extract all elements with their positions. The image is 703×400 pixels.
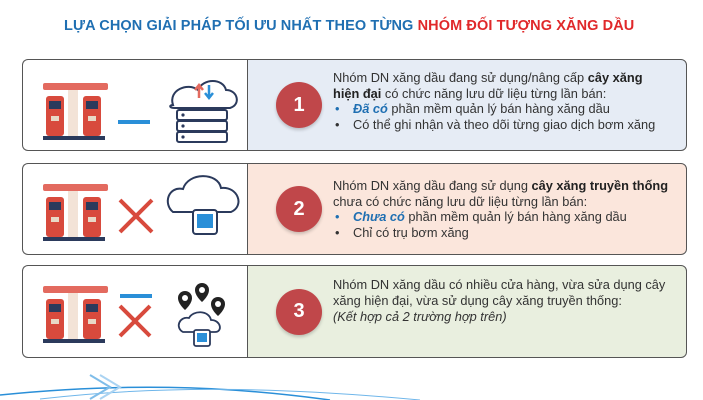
row-1-line1-b: cây xăng xyxy=(587,70,643,85)
row-1-illustration xyxy=(22,59,247,151)
cloud-server-icon xyxy=(170,81,237,142)
row-2-bullet1-b: phần mềm quản lý bán hàng xăng dầu xyxy=(404,209,627,224)
dash-icon xyxy=(120,294,152,298)
bullet-icon: • xyxy=(335,224,340,240)
row-1-bullet1-b: phần mềm quản lý bán hàng xăng dầu xyxy=(387,101,610,116)
row-2-text xyxy=(333,178,676,240)
row-3-text xyxy=(333,277,676,325)
row-2-description xyxy=(247,163,687,255)
row-1-description xyxy=(247,59,687,151)
gas-station-icon xyxy=(43,184,108,241)
cloud-tablet-icon xyxy=(168,176,239,234)
decorative-footer-lines xyxy=(0,355,703,400)
row-3-icons xyxy=(23,266,248,359)
gas-station-icon xyxy=(43,286,108,343)
bullet-icon: • xyxy=(335,101,340,116)
row-1-line2-b: có chức năng lưu dữ liệu từng lần bán: xyxy=(381,85,607,101)
locations-cloud-icon xyxy=(178,283,225,346)
bullet-icon: • xyxy=(335,116,340,132)
row-1-icons xyxy=(23,60,248,152)
row-3-line3: (Kết hợp cả 2 trường hợp trên) xyxy=(333,309,507,324)
row-1-text xyxy=(333,70,676,132)
row-3-description xyxy=(247,265,687,358)
row-1-bullet1-a: Đã có xyxy=(353,101,388,116)
row-2-bullet1-a: Chưa có xyxy=(353,209,405,224)
row-2-bullet2: Chỉ có trụ bơm xăng xyxy=(353,224,469,240)
bullet-icon: • xyxy=(335,209,340,224)
cross-icon xyxy=(120,306,150,336)
row-2-line2: chưa có chức năng lưu dữ liệu từng lần bán: xyxy=(333,193,588,209)
row-3-illustration xyxy=(22,265,247,358)
gas-station-icon xyxy=(43,83,108,140)
title-part-blue: LỰA CHỌN GIẢI PHÁP TỐI ƯU NHẤT THEO TỪNG xyxy=(64,18,418,34)
row-2-line1-a: Nhóm DN xăng dầu đang sử dụng xyxy=(333,178,532,193)
page-title xyxy=(64,18,634,34)
number-badge-2: 2 xyxy=(276,186,322,232)
solution-row-2 xyxy=(22,163,687,255)
row-3-line2: xăng hiện đại, vừa sử dụng cây xăng truyền thống: xyxy=(333,293,622,308)
solution-row-3 xyxy=(22,265,687,358)
cross-icon xyxy=(120,200,152,232)
row-2-icons xyxy=(23,164,248,256)
row-3-line1: Nhóm DN xăng dầu có nhiều cửa hàng, vừa sửa dụng cây xyxy=(333,277,666,292)
row-1-bullet2: Có thể ghi nhận và theo dõi từng giao dịch bơm xăng xyxy=(353,116,656,132)
row-2-line1-b: cây xăng truyền thống xyxy=(531,178,669,193)
number-badge-3: 3 xyxy=(276,289,322,335)
title-part-red: NHÓM ĐỐI TƯỢNG XĂNG DẦU xyxy=(417,18,635,34)
row-1-line1-a: Nhóm DN xăng dầu đang sử dụng/nâng cấp xyxy=(333,70,588,85)
dash-icon xyxy=(118,120,150,124)
solution-row-1 xyxy=(22,59,687,151)
row-1-line2-a: hiện đại xyxy=(333,85,382,101)
row-2-illustration xyxy=(22,163,247,255)
number-badge-1: 1 xyxy=(276,82,322,128)
